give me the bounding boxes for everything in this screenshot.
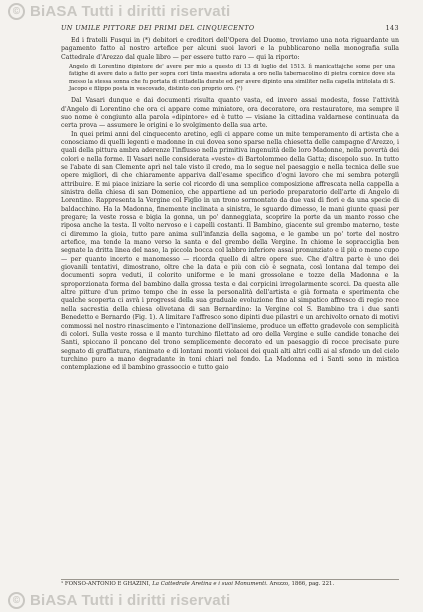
paragraph-3: In quei primi anni del cinquecento aretino, egli ci appare come un mite temperamento di artista che a conosciamo di quelli legenti e madonne in cui dovea sono sparse nella chiesetta delle campagne d'Arezzo, i quali della pittura ambra aderenze l'influsso nella primitiva ingenuità delle loro Madonne, nella povertà dei colori e nella forme. Il Vasari nelle considerata «veste» di Bartolommeo della Gatta; discepolo suo. In tutto se l'abate di san Clemente aprì nel tale visto il credo, ma lo segue nel paesaggio e nella tecnica delle sue opere migliori, di che chiaramente appariva dall'esame specifico d'ogni lavoro che mi sembra poterglì attribuire. E mi piace iniziare la serie col ricordo di una semplice composizione affrescata nella cappella a sinistra della chiesa di san Domenico, che appartiene ad un periodo preparatorio dell'arte di Angelo di Lorentino. Rappresenta la Vergine col Figlio in un trono sormontato da due vasi di fiori e da una specie di baldacchino. Ha la Madonna, finemente inclinata a sinistra, le sguardo dimesso, le mani giunte quasi per pregare; la veste rossa e bigia la gonna, un po' danneggiata, scoprire la porte da un manto rosso che riposa anche la testa. Il volto nervoso e i capelli costanti. Il Bambino, giacente sul grembo materno, teste ci diremmo la gioia, tutto pare anima sull'infanzia della sagoma, e le gambe un po' torte del nostro artefice, ma tende la mano verso la santa e del grembo della Vergine. In chiome le sopracciglia ben segnate la dritta linea del naso, la piccola bocca col labbro inferiore assai pronunziato e il più o meno cupo — per quanto incerto e manomesso — ricorda quello di altre opere sue. Che d'altra parte è uno dei giovanili tentativi, dimostrano, oltre che la data e più con ciò è segnata, così lontana dal tempo dei documenti sopra veduti, il colorito uniforme e le mani grossolane e tozze della Madonna e la sproporzionata forma del bambino dalla grossa testa e dai corpicini irregolarmente scorci. Da questa alle altre pitture d'un primo tempo che in esse la personalità dell'artista e già formata e sperimenta che qualche scoperta ci avrà i progressi della sua graduale evoluzione fino al simpatico affresco di regio rece nella sacrestia della chiesa olivetana di san Bernardino: la Vergine col S. Bambino tra i due santi Benedetto e Bernardo (Fig. 1). A limitare l'affresco sono dipinti due pilastri e un archivolto ornato di motivi commossi nel nostro rinascimento e l'intonazione dell'insieme, produce un effetto gradevole con semplicità di colori. Sulla veste rossa e il manto turchino filettato ad oro della Vergine e sulle candide tonache dei Santi, spiccano il poncano del trono semplicemente decorato ed un paesaggio di rocce precisate pure segnato di graffiatura, rianimato e di lontani monti violacei dei quali alti altri colli ai al sfondo un del cielo turchino puro a mano degradante in toni chiari nel fondo. La Madonna ed i Santi sono in mistica contemplazione ed il bambino grassoccio e tutto gaio [61, 130, 399, 372]
running-head [61, 24, 399, 33]
footnote-author: FONSO-ANTONIO E GHAZINI, [64, 581, 151, 587]
paragraph-2: Dal Vasari dunque e dai documenti risulta quanto vasta, ed invero assai modesta, fosse l'attività d'Angelo di Lorentino che ora ci appare come miniatore, ora decoratore, ora restauratore, ma sempre il suo nome è congiunto alla parola «dipintore» ed è tutto — visiane la cittadina valdarnese continuata da certa prova — assumere le origini e lo svolgimento della sua arte. [61, 97, 399, 130]
paragraph-1: Ed i fratelli Fusqui in (*) debitori e creditori dell'Opera del Duomo, troviamo una nota riguardante un pagamento fatto al nostro artefice per alcuni suoi lavori e la pubblicarono nella monografia sulla Cattedrale d'Arezzo dal quale libro — per essere tutto raro — qui la riporto: [61, 37, 399, 61]
page-body [61, 24, 399, 373]
footnote-imprint: Arezzo, 1866, pag. 221. [269, 581, 335, 587]
copyright-icon: © [8, 3, 25, 20]
watermark-top-text: BiASA Tutti i diritti riservati [30, 3, 231, 20]
watermark-top [0, 3, 423, 20]
copyright-icon: © [8, 592, 25, 609]
quoted-document [69, 64, 399, 93]
footnote-marker: ¹ [61, 581, 64, 587]
watermark-bottom [0, 592, 423, 609]
watermark-bottom-text: BiASA Tutti i diritti riservati [30, 592, 231, 609]
quoted-document-text: Angelo di Lorentino dipintore de' avere per mio a questo di 13 di luglio del 1513. lì manicattajche some per una fatighe di avere dato a fatto per sopra cori tinta maestra adorata a oro nella tabernacolino di pietra cornice dove sta messo la stessa sonna che fu portata di cittadella durate ed per avere dipinto una similiter nella capella intitolata di S. Jacopo e filippo posta in vescovado, distinto con proprio oro. (¹) [69, 64, 395, 92]
page-number: 143 [385, 24, 399, 32]
footnote-title: La Cattedrale Aretina e i suoi Monumenti. [152, 581, 268, 587]
running-head-title: UN UMILE PITTORE DEI PRIMI DEL CINQUECENTO [61, 24, 255, 32]
footnote [61, 579, 399, 588]
